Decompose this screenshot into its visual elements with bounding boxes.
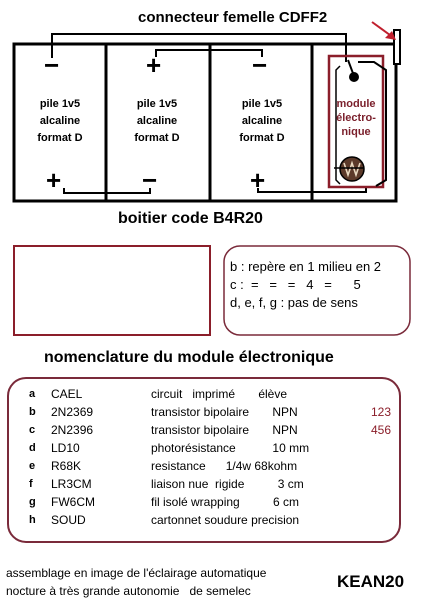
connector-title: connecteur femelle CDFF2 [138,9,328,26]
connector-wire-top [52,34,346,62]
cell-2-top-sign: + [146,50,162,80]
cell-3-label: pile 1v5 alcaline format D [239,98,285,144]
cell-1-top-sign: − [44,50,60,80]
brand-code: KEAN20 [337,572,405,591]
module-label: module électro- nique [336,98,376,138]
connector-plug [394,30,400,64]
cell-2-bottom-sign: − [142,165,158,195]
notes-text: b : repère en 1 milieu en 2 c : = = = 4 = 5 d, e, f, g : pas de sens [230,259,382,310]
cell-1-bottom-sign: + [46,165,62,195]
footer-caption: assemblage en image de l'éclairage automatique nocture à très grande autonomie de semelec [6,566,267,598]
empty-placeholder-box [14,246,210,335]
cell-3-bottom-sign: + [250,165,266,195]
component-list: a CAEL circuit imprimé élève b 2N2369 transistor bipolaire NPN 123 c 2N2396 transistor bipolaire NPN 456 d LD10 photorésistance 10 mm e R68K resistance 1/4w 68kohm f LR3CM liaison nue rigide 3 cm g FW6CM fil isolé wrapping 6 cm h SOUD cartonnet soudure precision [29,387,392,527]
module-dot [349,72,359,82]
cell-2-label: pile 1v5 alcaline format D [134,98,180,144]
nomenclature-title: nomenclature du module électronique [44,349,334,366]
box-title: boitier code B4R20 [118,210,263,227]
cell-1-label: pile 1v5 alcaline format D [37,98,83,144]
cell-3-top-sign: − [252,50,268,80]
